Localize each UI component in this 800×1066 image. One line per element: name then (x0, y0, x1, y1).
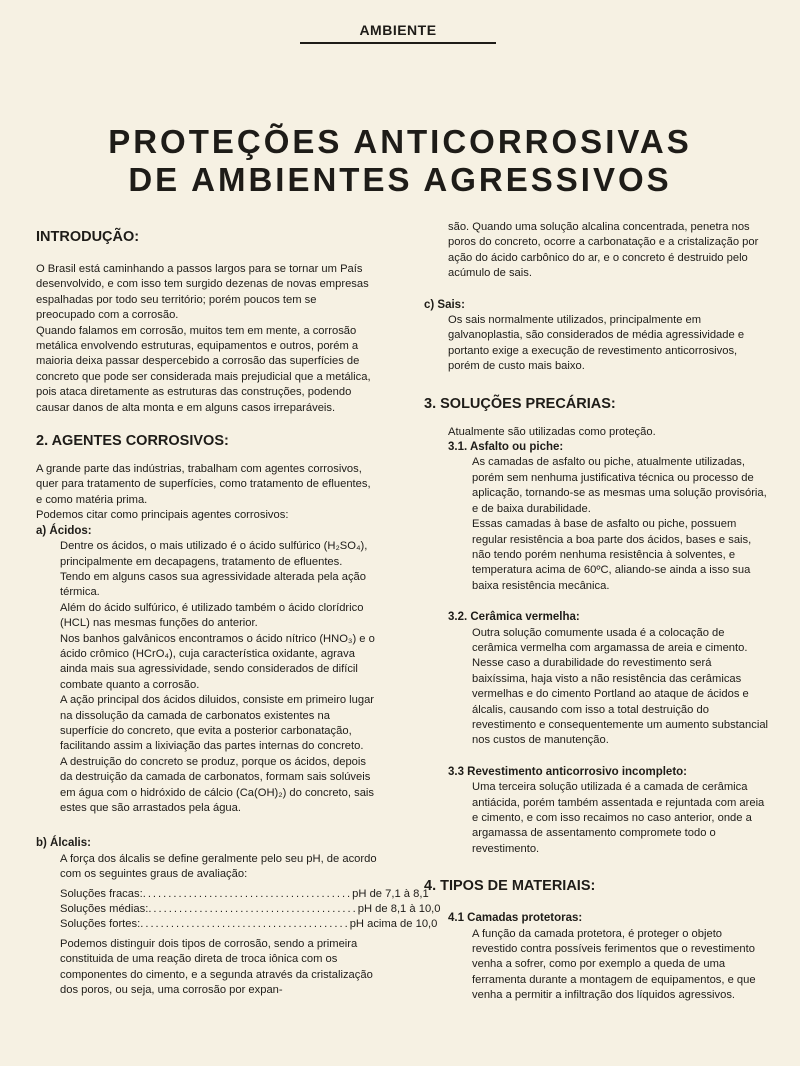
ph-label: Soluções médias: (60, 903, 149, 916)
subsection-4-1-label: 4.1 Camadas protetoras: (448, 912, 583, 925)
dot-leader: ......................................... (148, 903, 358, 916)
intro-heading: INTRODUÇÃO: (36, 229, 140, 245)
intro-paragraph-1: O Brasil está caminhando a passos largos para se tornar um País desenvolvido, e com isso tem surgido dezenas de novas empresas espalhadas por todo seu território; porém poucos tem se preocupado com a corrosão. (36, 263, 369, 322)
section-2-paragraph-2: Podemos citar como principais agentes corrosivos: (36, 509, 289, 522)
subsection-3-1-label: 3.1. Asfalto ou piche: (448, 441, 564, 454)
dot-leader: ......................................... (140, 918, 350, 931)
subsection-3-2-paragraph-2: Nesse caso a durabilidade do revestimento será baixíssima, haja visto a não resistência das cerâmicas vermelhas e do cimento Portland ao ataque de ácidos e álcalis, causando com isso a total destruição do revestimento e consequentemente um aumento substancial nos custos de manutenção. (472, 657, 769, 747)
ph-value: pH de 7,1 à 8,1 (352, 887, 429, 900)
ph-value: pH acima de 10,0 (349, 918, 438, 931)
subsection-4-1-paragraph: A função da camada protetora, é proteger o objeto revestido contra possíveis ferimentos que o revestimento venha a sofrer, como por exemplo a queda de uma ferramenta durante a montagem de equipamentos, e que venha a permitir a infiltração dos líquidos agressivos. (472, 927, 756, 1002)
section-3-paragraph: Atualmente são utilizadas como proteção. (448, 425, 656, 438)
subsection-3-1-paragraph-2: Essas camadas à base de asfalto ou piche, possuem regular resistência a boa parte dos ácidos, bases e sais, não tendo porém nenhuma resistência à solventes, e temperatura acima de 60ºC, aliando-se ainda a isso sua baixa resistência mecânica. (472, 518, 752, 592)
subsection-3-1-paragraph-1: As camadas de asfalto ou piche, atualmente utilizadas, porém sem nenhuma justificativa técnica ou processo de aplicação, tornando-se as mesmas uma solução provisória, e de baixa durabilidade. (472, 456, 767, 515)
subsection-3-2-label: 3.2. Cerâmica vermelha: (448, 611, 580, 624)
section-2-paragraph-1: A grande parte das indústrias, trabalham com agentes corrosivos, quer para tratamento de superfícies, como tratamento de efluentes, e como matéria prima. (36, 463, 371, 506)
item-c-paragraph: Os sais normalmente utilizados, principalmente em galvanoplastia, são considerados de média agressividade e portanto exige a execução de revestimento anticorrosivos, porém de custo mais baixo. (448, 314, 745, 373)
item-a-paragraph-4: Nos banhos galvânicos encontramos o ácido nítrico (HNO₃) e o ácido crômico (HCrO₄), cuja característica oxidante, agrava ainda mais sua agressividade, sendo considerados de difícil combate quanto a corrosão. (60, 632, 375, 691)
item-a-paragraph-3: Além do ácido sulfúrico, é utilizado também o ácido clorídrico (HCL) nas mesmas funções do anterior. (60, 601, 364, 630)
section-3-heading: 3. SOLUÇÕES PRECÁRIAS: (424, 395, 616, 412)
ph-row (60, 902, 441, 917)
subsection-3-2-paragraph-1: Outra solução comumente usada é a colocação de cerâmica vermelha com argamassa de areia e cimento. (472, 626, 748, 654)
item-a-paragraph-5: A ação principal dos ácidos diluidos, consiste em primeiro lugar na dissolução da camada de carbonatos existentes na superfície do concreto, que evita a posterior carbonatação, facilitando assim a lixiviação das partes internas do concreto. (60, 694, 375, 753)
ph-table (36, 887, 441, 933)
ph-value: pH de 8,1 à 10,0 (357, 903, 441, 916)
left-column (36, 228, 441, 998)
item-b-paragraph-2: Podemos distinguir dois tipos de corrosão, sendo a primeira constituida de uma reação direta de troca iônica com os componentes do cimento, e a segunda através da cristalização dos poros, ou seja, uma corrosão por expan- (60, 937, 373, 997)
subsection-3-3-label: 3.3 Revestimento anticorrosivo incompleto: (448, 765, 688, 778)
dot-leader: ......................................... (142, 887, 353, 900)
intro-paragraph-2: Quando falamos em corrosão, muitos tem em mente, a corrosão metálica envolvendo estruturas, equipamentos e outros, porém a maioria deixa passar despercebido a corrosão das superfícies de concreto que pode ser considerada mais prejudicial que a metálica, pois ataca diretamente as estruturas das construções, podendo causar danos de alta monta e em alguns casos irreparáveis. (36, 324, 371, 414)
ph-row (60, 917, 438, 932)
title-line-1: PROTEÇÕES ANTICORROSIVAS (108, 123, 692, 160)
item-a-label: a) Ácidos: (36, 524, 92, 537)
ph-label: Soluções fracas: (60, 887, 143, 900)
item-c-label: c) Sais: (424, 298, 465, 311)
ph-label: Soluções fortes: (60, 918, 141, 931)
item-a-paragraph-2: Tendo em alguns casos sua agressividade alterada pela ação térmica. (60, 570, 366, 599)
title-line-2: DE AMBIENTES AGRESSIVOS (128, 161, 672, 198)
section-tag: AMBIENTE (359, 22, 437, 38)
section-2-heading: 2. AGENTES CORROSIVOS: (36, 433, 229, 450)
section-4-heading: 4. TIPOS DE MATERIAIS: (424, 878, 596, 895)
item-b-label: b) Álcalis: (36, 837, 91, 850)
item-a-paragraph-6: A destruição do concreto se produz, porque os ácidos, depois da destruição da camada de carbonatos, formam sais solúveis em água com o hidróxido de cálcio (Ca(OH)₂) do concreto, sais estes que são arrastados pela água. (60, 755, 374, 814)
ph-row (60, 887, 429, 902)
subsection-3-3-paragraph: Uma terceira solução utilizada é a camada de cerâmica antiácida, porém também assentada e rejuntada com areia e cimento, e com isso recaimos no caso anterior, onde a argamassa de assentamento compromete todo o revestimento. (472, 781, 765, 855)
section-rule (300, 42, 496, 44)
continued-paragraph: são. Quando uma solução alcalina concentrada, penetra nos poros do concreto, ocorre a carbonatação e a cristalização por ação do ácido carbônico do ar, e o concreto é destruido pelo acúmulo de sais. (448, 221, 759, 280)
item-a-paragraph-1: Dentre os ácidos, o mais utilizado é o ácido sulfúrico (H₂SO₄), principalmente em decapagens, tratamento de efluentes. (60, 540, 368, 568)
right-column (424, 220, 770, 1004)
item-b-paragraph-1: A força dos álcalis se define geralmente pelo seu pH, de acordo com os seguintes graus de avaliação: (60, 852, 377, 881)
